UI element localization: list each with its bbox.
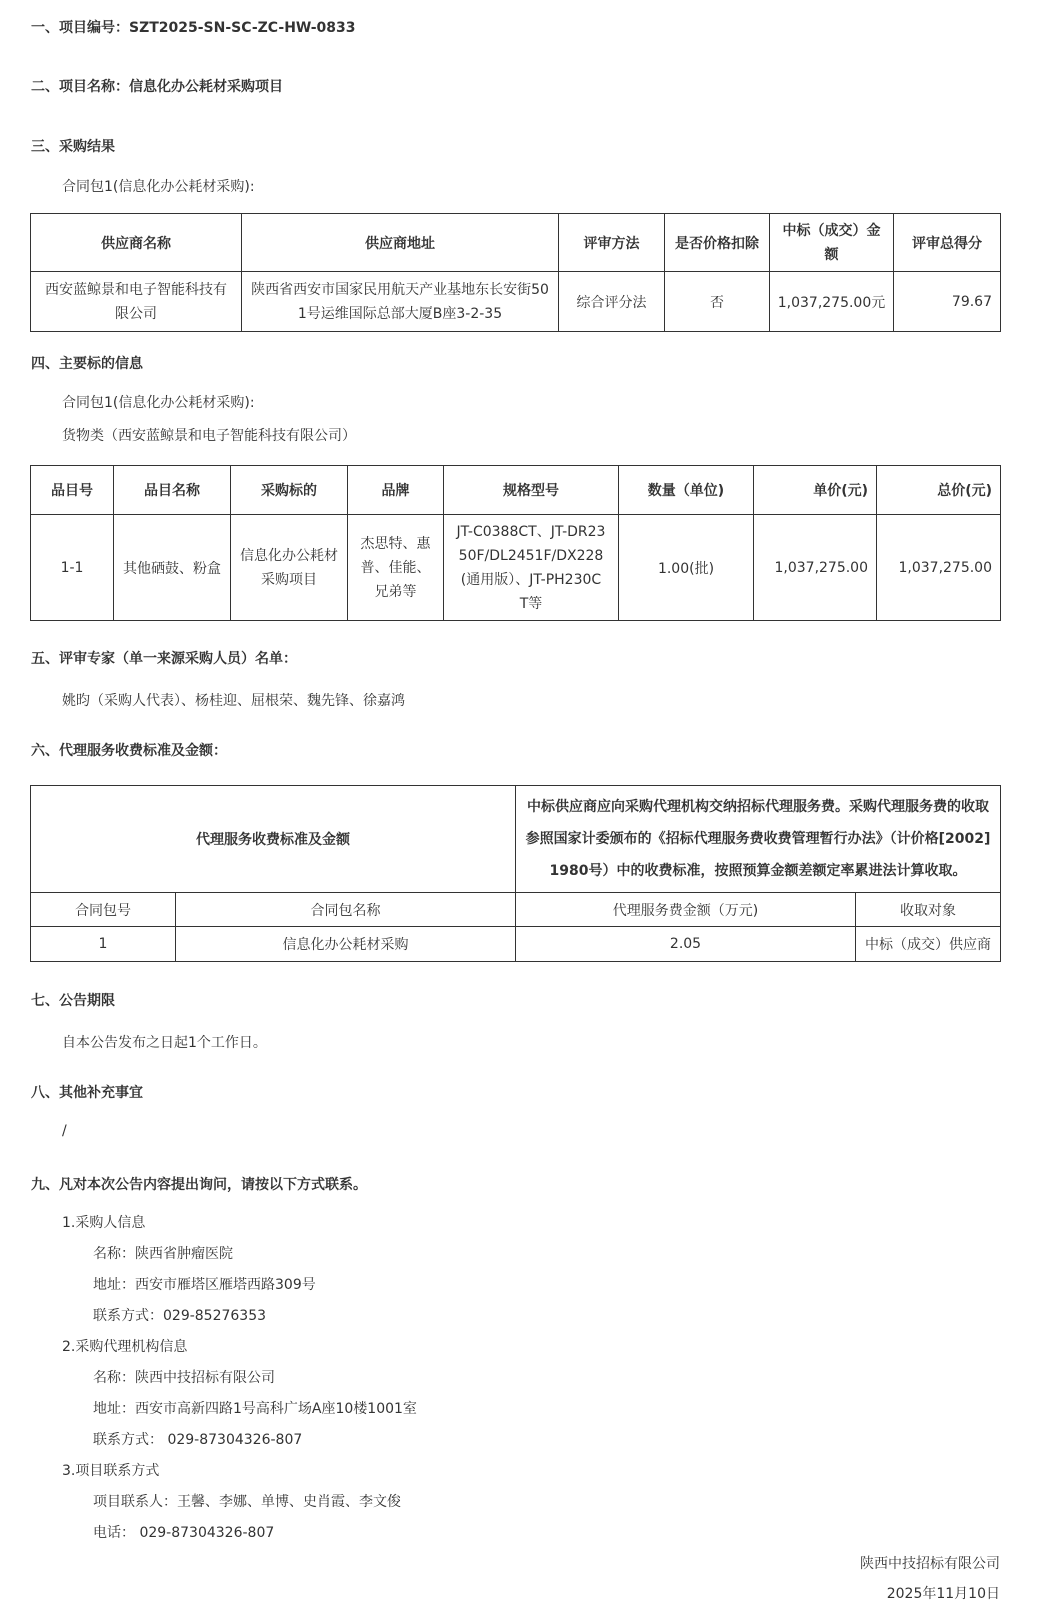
- header-item-name: 品目名称: [114, 466, 231, 515]
- supplier-address: [242, 272, 559, 332]
- supplier-address-line1: 陕西省西安市国家民用航天产业基地东长安街50: [251, 281, 549, 298]
- header-fee-amount: 代理服务费金额（万元): [516, 893, 856, 927]
- items-table: [30, 465, 1001, 621]
- header-supplier-address: 供应商地址: [242, 214, 559, 272]
- agency-phone: 联系方式： 029-87304326-807: [93, 1432, 303, 1448]
- header-item-no: 品目号: [31, 466, 114, 515]
- item-spec: [444, 515, 619, 621]
- item-brand-line3: 兄弟等: [374, 583, 417, 600]
- other-matters: /: [62, 1123, 67, 1139]
- expert-list: 姚昀（采购人代表）、杨桂迎、屈根荣、魏先锋、徐嘉鸿: [62, 693, 405, 709]
- header-package-name: 合同包名称: [176, 893, 516, 927]
- result-table: [30, 213, 1001, 332]
- header-supplier-name: 供应商名称: [31, 214, 242, 272]
- fee-desc-line3: 1980号）中的收费标准，按照预算金额差额定率累进法计算收取。: [549, 863, 967, 879]
- project-name: 信息化办公耗材采购项目: [129, 79, 283, 95]
- header-spec: 规格型号: [444, 466, 619, 515]
- project-contact-people: 项目联系人：王馨、李娜、单博、史肖霞、李文俊: [93, 1494, 401, 1510]
- supplier-name-line2: 限公司: [115, 305, 157, 322]
- item-target-line2: 采购项目: [261, 571, 317, 588]
- section-9-heading: 九、凡对本次公告内容提出询问，请按以下方式联系。: [31, 1177, 367, 1193]
- section-8-heading: 八、其他补充事宜: [31, 1085, 143, 1101]
- fee-title: 代理服务收费标准及金额: [31, 786, 516, 893]
- header-total-score: 评审总得分: [894, 214, 1001, 272]
- award-amount: 1,037,275.00元: [770, 272, 894, 332]
- header-target: 采购标的: [231, 466, 348, 515]
- item-spec-line2: 50F/DL2451F/DX228: [458, 547, 604, 564]
- section-4-heading: 四、主要标的信息: [31, 356, 143, 372]
- items-header-row: [31, 466, 1001, 515]
- buyer-title: 1.采购人信息: [62, 1215, 146, 1231]
- header-review-method: 评审方法: [559, 214, 665, 272]
- result-header-row: [31, 214, 1001, 272]
- fee-desc-line1: 中标供应商应向采购代理机构交纳招标代理服务费。采购代理服务费的收取: [527, 799, 989, 815]
- buyer-name: 名称：陕西省肿瘤医院: [93, 1246, 233, 1262]
- item-unit-price: 1,037,275.00: [754, 515, 877, 621]
- buyer-phone: 联系方式：029-85276353: [93, 1308, 267, 1324]
- item-brand-line1: 杰思特、惠: [360, 535, 431, 552]
- header-price-deduction: 是否价格扣除: [665, 214, 770, 272]
- fee-title-row: [31, 786, 1001, 893]
- notice-period: 自本公告发布之日起1个工作日。: [62, 1035, 267, 1051]
- item-brand-line2: 普、佳能、: [360, 559, 431, 576]
- item-no: 1-1: [31, 515, 114, 621]
- fee-header-row: [31, 893, 1001, 927]
- agency-address: 地址：西安市高新四路1号高科广场A座10楼1001室: [93, 1401, 417, 1417]
- supplier-address-line2: 1号运维国际总部大厦B座3-2-35: [297, 305, 503, 322]
- section-1-heading: [31, 17, 356, 37]
- section-2-heading: [31, 76, 283, 96]
- footer-org: 陕西中技招标有限公司: [860, 1556, 1000, 1572]
- buyer-address: 地址：西安市雁塔区雁塔西路309号: [93, 1277, 316, 1293]
- agency-title: 2.采购代理机构信息: [62, 1339, 188, 1355]
- item-quantity: 1.00(批): [619, 515, 754, 621]
- project-number: SZT2025-SN-SC-ZC-HW-0833: [129, 20, 356, 36]
- section-7-heading: 七、公告期限: [31, 993, 115, 1009]
- header-brand: 品牌: [348, 466, 444, 515]
- item-target: [231, 515, 348, 621]
- section-6-heading: 六、代理服务收费标准及金额：: [31, 743, 227, 759]
- header-award-amount: [770, 214, 894, 272]
- item-spec-line1: JT-C0388CT、JT-DR23: [456, 523, 606, 540]
- fee-desc-line2: 参照国家计委颁布的《招标代理服务费收费管理暂行办法》（计价格[2002]: [525, 831, 991, 847]
- header-unit-price: 单价(元): [754, 466, 877, 515]
- item-spec-line3: (通用版）、JT-PH230C: [460, 571, 602, 588]
- supplier-name-line1: 西安蓝鲸景和电子智能科技有: [45, 281, 227, 298]
- header-award-amount-line1: 中标（成交）金: [782, 222, 881, 239]
- project-contact-phone: 电话： 029-87304326-807: [93, 1525, 275, 1541]
- project-contact-title: 3.项目联系方式: [62, 1463, 160, 1479]
- items-row: [31, 515, 1001, 621]
- header-quantity: 数量（单位): [619, 466, 754, 515]
- header-award-amount-line2: 额: [824, 246, 839, 263]
- header-package-no: 合同包号: [31, 893, 176, 927]
- review-method: 综合评分法: [559, 272, 665, 332]
- agency-name: 名称：陕西中技招标有限公司: [93, 1370, 275, 1386]
- total-score: 79.67: [894, 272, 1001, 332]
- header-fee-target: 收取对象: [856, 893, 1001, 927]
- goods-label: 货物类（西安蓝鲸景和电子智能科技有限公司）: [62, 428, 356, 444]
- item-brand: [348, 515, 444, 621]
- package-label: 合同包1(信息化办公耗材采购):: [62, 179, 255, 195]
- package-label-2: 合同包1(信息化办公耗材采购):: [62, 395, 255, 411]
- header-total-price: 总价(元): [877, 466, 1001, 515]
- result-row: [31, 272, 1001, 332]
- fee-description: [516, 786, 1001, 893]
- item-target-line1: 信息化办公耗材: [240, 547, 338, 564]
- package-name: 信息化办公耗材采购: [176, 927, 516, 962]
- supplier-name: [31, 272, 242, 332]
- fee-row: [31, 927, 1001, 962]
- section-3-heading: 三、采购结果: [31, 139, 115, 155]
- heading-label: 一、项目编号：: [31, 20, 129, 36]
- item-spec-line4: T等: [519, 595, 543, 612]
- fee-amount: 2.05: [516, 927, 856, 962]
- footer-date: 2025年11月10日: [886, 1586, 1000, 1602]
- item-name: 其他硒鼓、粉盒: [114, 515, 231, 621]
- fee-table: [30, 785, 1001, 962]
- package-no: 1: [31, 927, 176, 962]
- heading-label: 二、项目名称：: [31, 79, 129, 95]
- fee-target: 中标（成交）供应商: [856, 927, 1001, 962]
- section-5-heading: 五、评审专家（单一来源采购人员）名单：: [31, 651, 297, 667]
- item-total-price: 1,037,275.00: [877, 515, 1001, 621]
- price-deduction: 否: [665, 272, 770, 332]
